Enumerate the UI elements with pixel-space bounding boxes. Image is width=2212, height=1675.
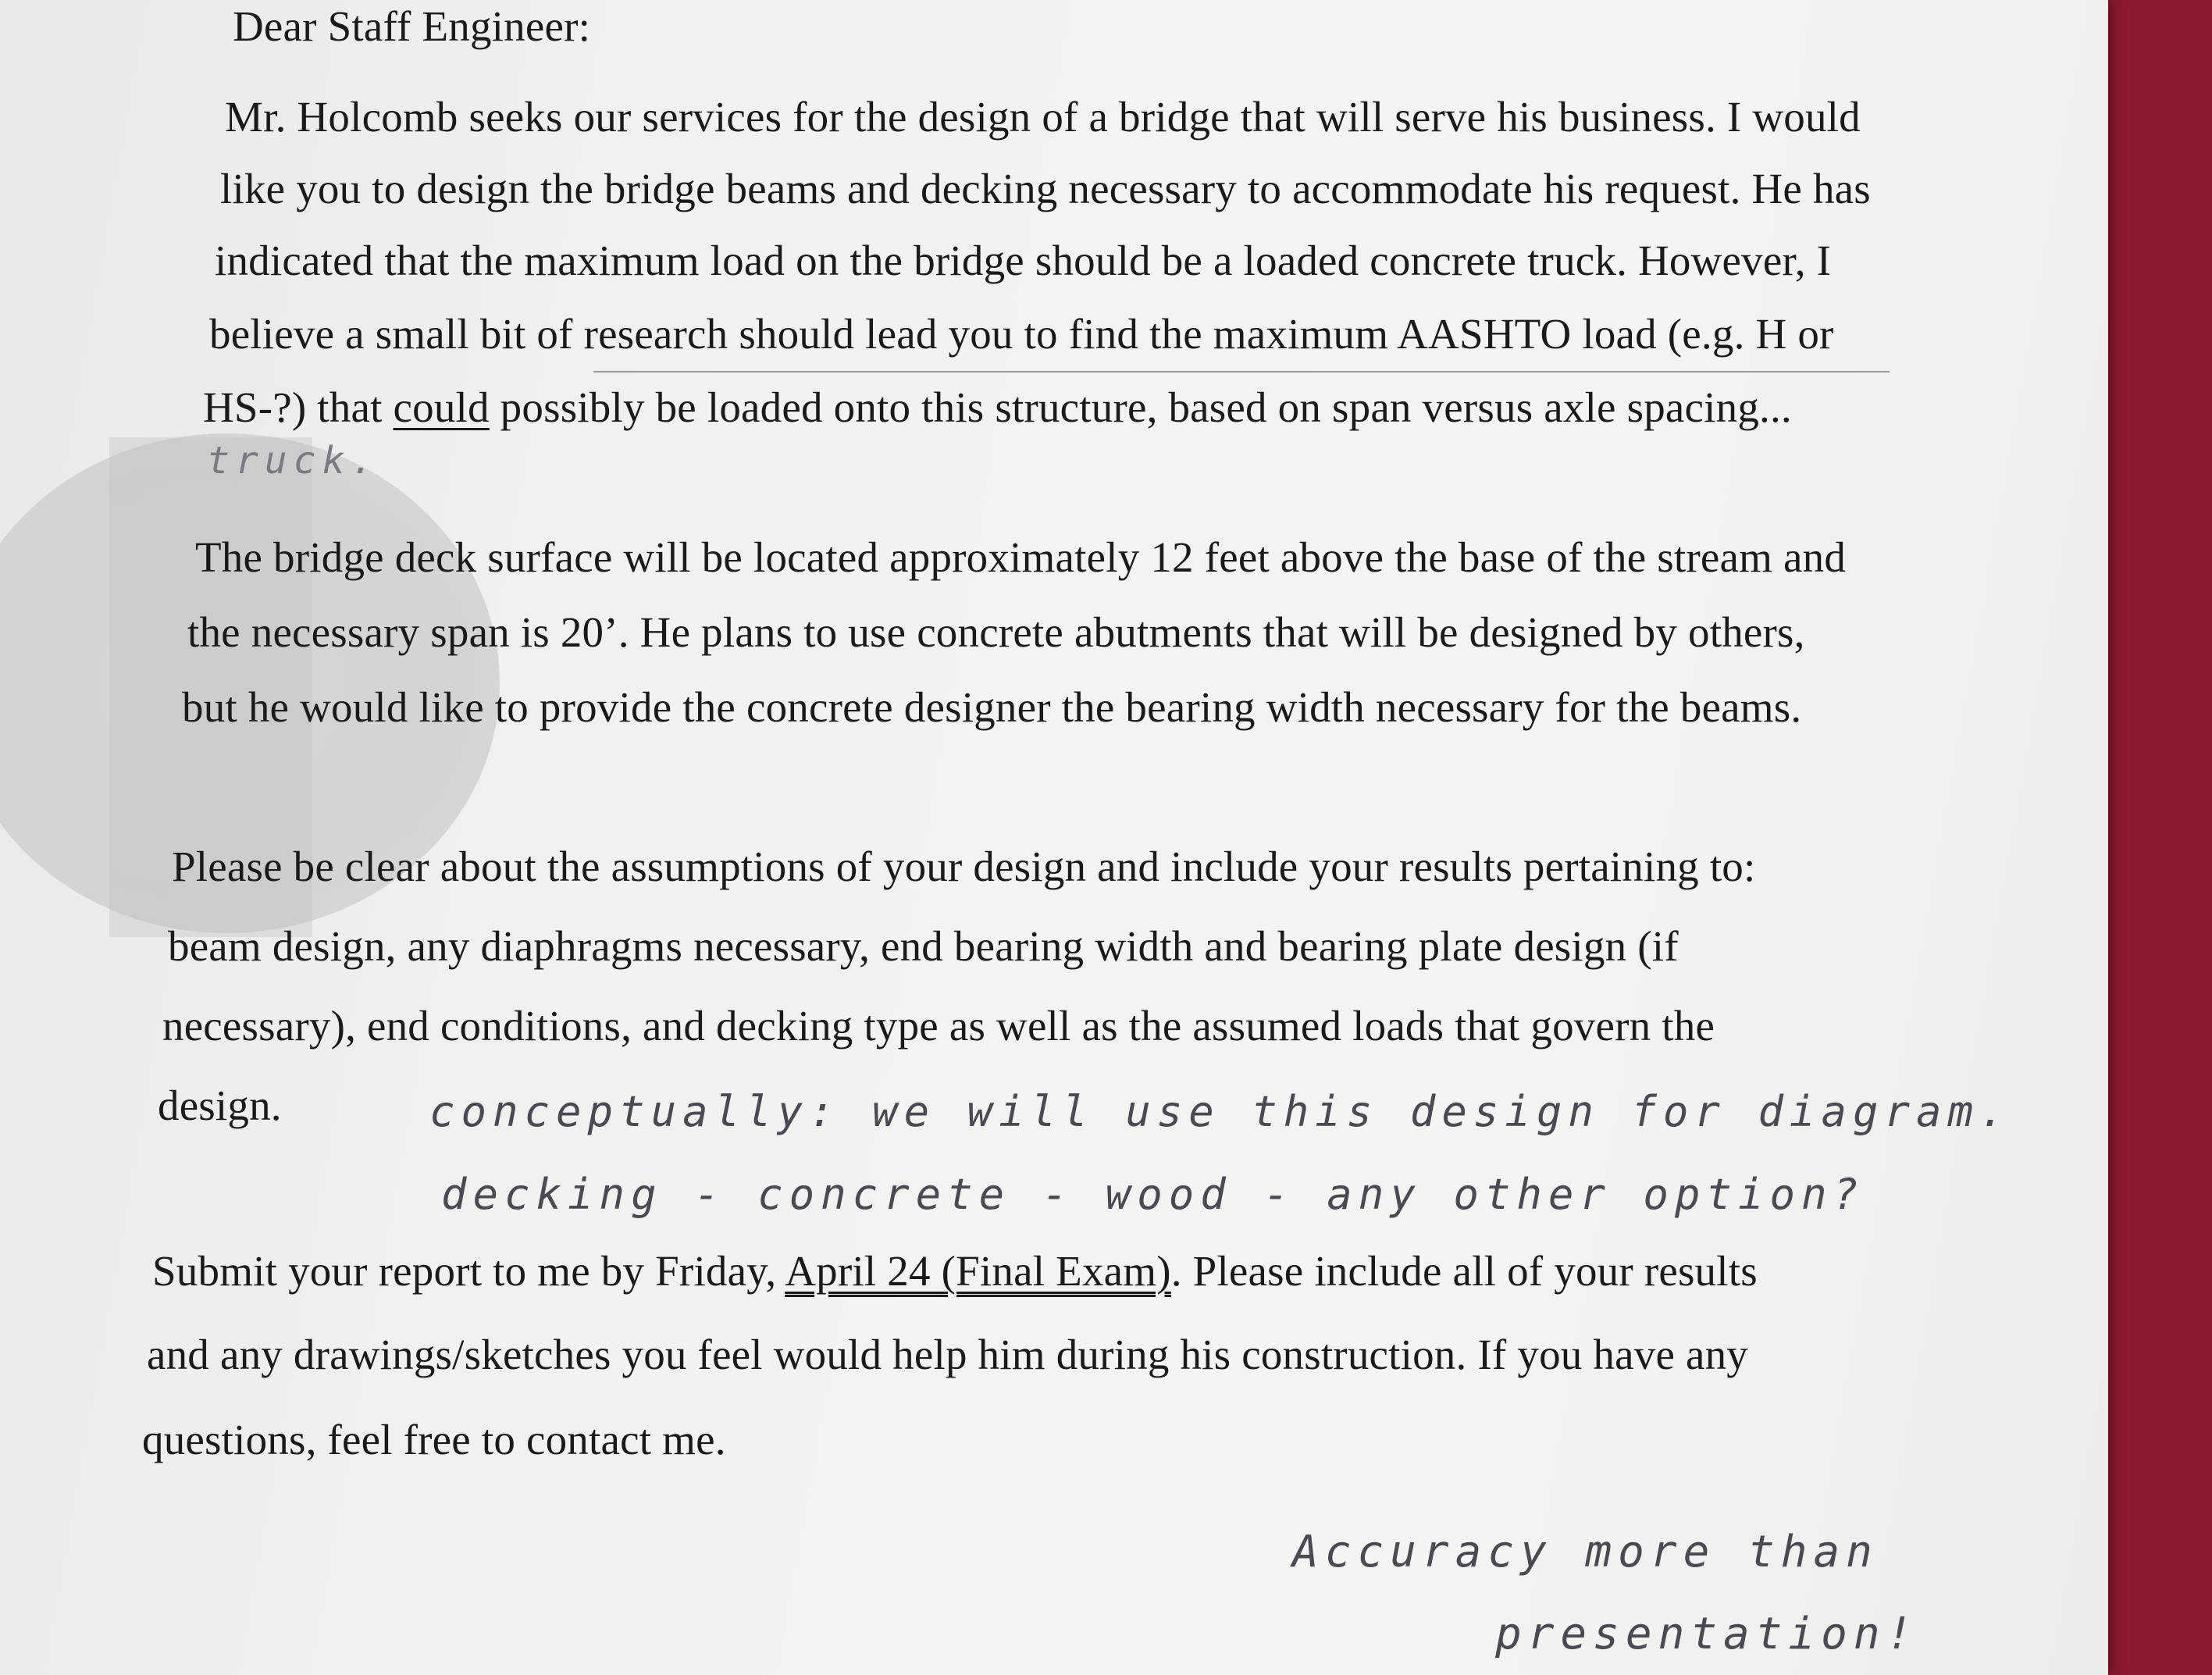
paragraph-1-line-4: believe a small bit of research should lead you to find the maximum AASHTO load (e.g. H or bbox=[209, 310, 1834, 358]
paragraph-3-line-2: beam design, any diaphragms necessary, end bearing width and bearing plate design (if bbox=[168, 922, 1679, 970]
paragraph-2-line-3: but he would like to provide the concrete designer the bearing width necessary for the beams. bbox=[182, 683, 1802, 731]
underlined-due-date: April 24 (Final Exam) bbox=[785, 1247, 1171, 1295]
handwritten-conceptually-note: conceptually: we will use this design for diagram. bbox=[429, 1087, 2011, 1136]
paragraph-1-line-5 bbox=[203, 383, 1792, 432]
paragraph-1-line-3: indicated that the maximum load on the bridge should be a loaded concrete truck. However, I bbox=[215, 237, 1832, 284]
paragraph-4-line-2: and any drawings/sketches you feel would help him during his construction. If you have any bbox=[147, 1331, 1749, 1378]
handwritten-accuracy-note-line-1: Accuracy more than bbox=[1292, 1527, 1879, 1577]
underlined-could: could bbox=[393, 383, 490, 431]
paragraph-3-line-3: necessary), end conditions, and decking type as well as the assumed loads that govern the bbox=[162, 1002, 1715, 1050]
salutation: Dear Staff Engineer: bbox=[233, 2, 591, 50]
paragraph-3-line-4: design. bbox=[158, 1082, 282, 1129]
paragraph-4-line-3: questions, feel free to contact me. bbox=[142, 1416, 726, 1463]
paragraph-4-line-1-start: Submit your report to me by Friday, bbox=[152, 1247, 785, 1295]
pencil-underline bbox=[593, 371, 1890, 372]
paragraph-2-line-2: the necessary span is 20’. He plans to use concrete abutments that will be designed by others, bbox=[187, 608, 1805, 656]
handwritten-truck-note: truck. bbox=[207, 439, 380, 483]
paragraph-1-line-1: Mr. Holcomb seeks our services for the design of a bridge that will serve his business. I would bbox=[225, 93, 1861, 141]
handwritten-decking-note: decking - concrete - wood - any other option? bbox=[441, 1170, 1865, 1219]
paragraph-3-line-1: Please be clear about the assumptions of your design and include your results pertaining to: bbox=[172, 843, 1756, 890]
paragraph-4-line-1-end: . Please include all of your results bbox=[1170, 1247, 1758, 1295]
handwritten-accuracy-note-line-2: presentation! bbox=[1495, 1609, 1919, 1659]
paragraph-1-line-5-end: possibly be loaded onto this structure, based on span versus axle spacing... bbox=[489, 383, 1792, 431]
paragraph-4-line-1 bbox=[152, 1246, 1758, 1295]
paragraph-1-line-5-start: HS-?) that bbox=[203, 383, 394, 431]
paragraph-2-line-1: The bridge deck surface will be located approximately 12 feet above the base of the stream and bbox=[195, 533, 1847, 581]
paragraph-1-line-2: like you to design the bridge beams and decking necessary to accommodate his request. He has bbox=[220, 165, 1871, 212]
